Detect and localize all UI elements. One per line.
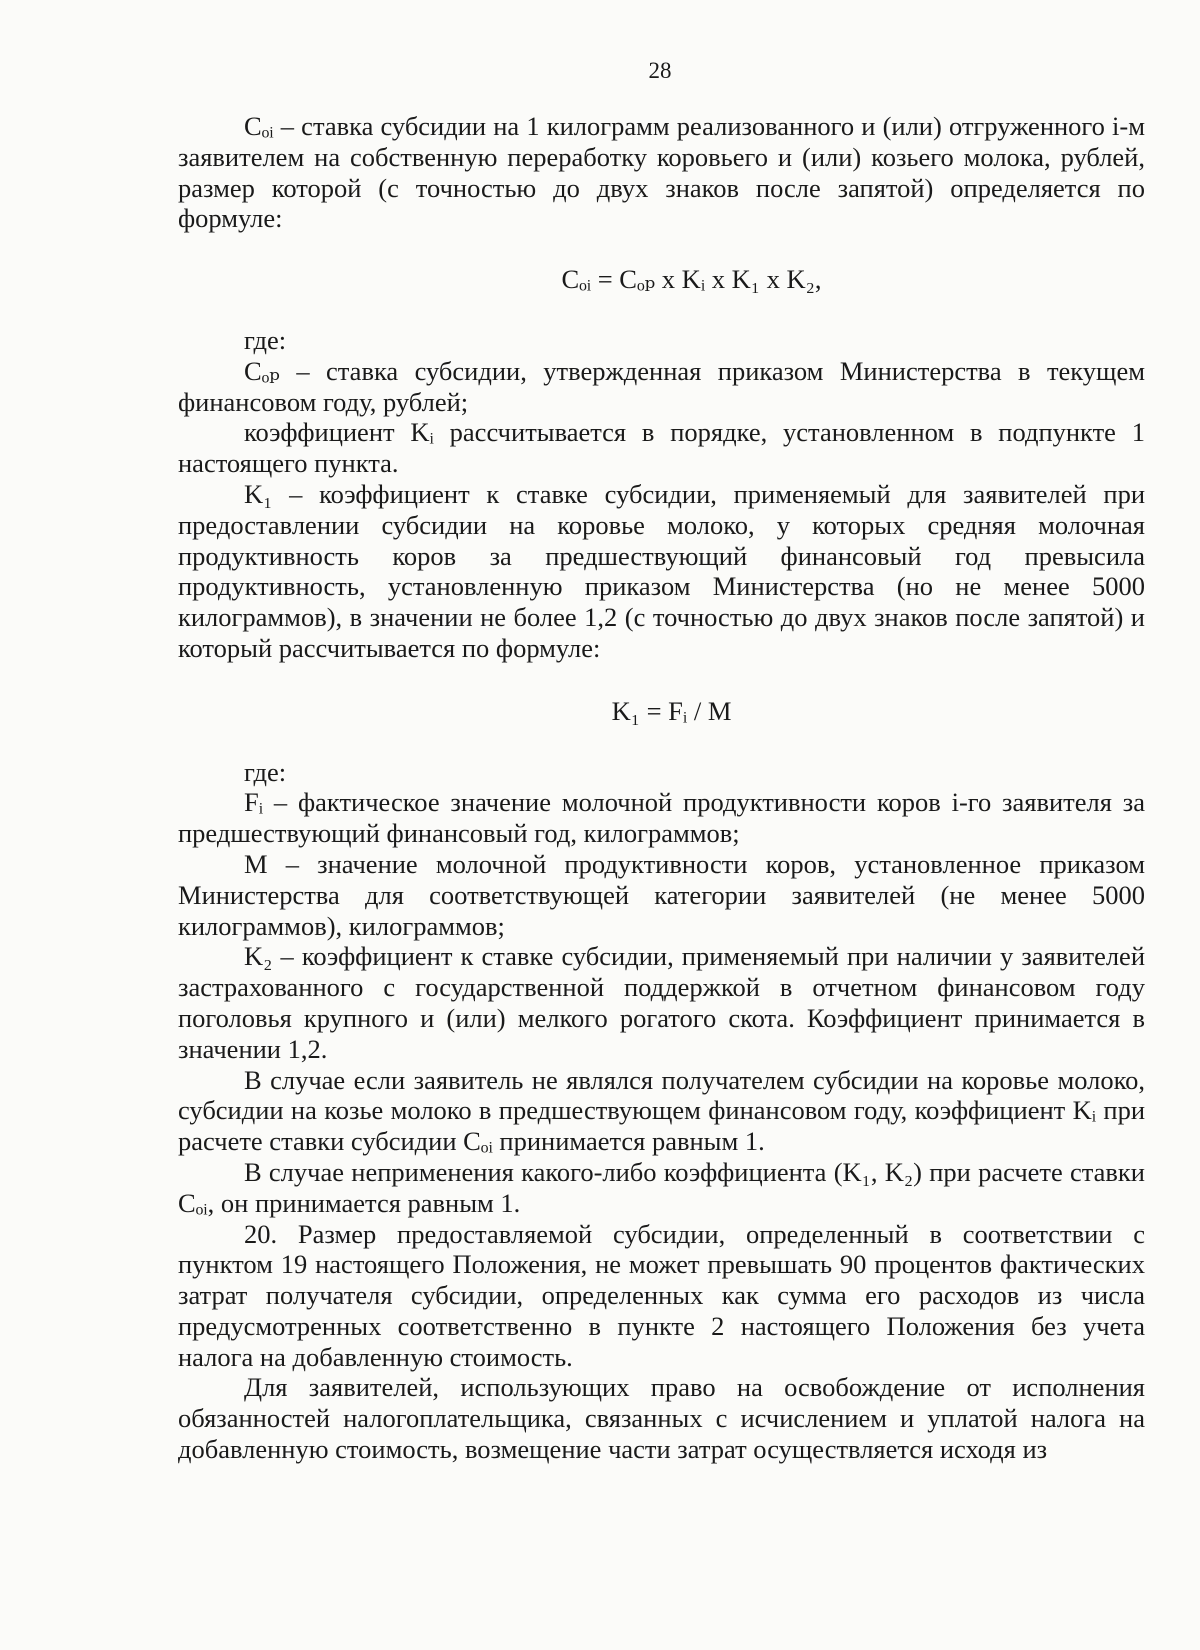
paragraph-cop-definition: Cₒₚ – ставка субсидии, утвержденная приказом Министерства в текущем финансовом году, рублей; xyxy=(178,355,1145,417)
document-body xyxy=(178,111,1145,1465)
paragraph-ki-definition: коэффициент Kᵢ рассчитывается в порядке, установленном в подпункте 1 настоящего пункта. xyxy=(178,417,1145,479)
paragraph-fi-definition: Fᵢ – фактическое значение молочной продуктивности коров i-го заявителя за предшествующий финансовый год, килограммов; xyxy=(178,787,1145,849)
paragraph-k2-definition: K₂ – коэффициент к ставке субсидии, применяемый при наличии у заявителей застрахованного с государственной поддержкой в отчетном финансовом году поголовья крупного и (или) мелкого рогатого скота. Коэффициент принимается в значении 1,2. xyxy=(178,941,1145,1064)
where-label: где: xyxy=(244,324,287,355)
paragraph-case-not-applied: В случае неприменения какого-либо коэффициента (K₁, K₂) при расчете ставки Cₒᵢ, он принимается равным 1. xyxy=(178,1156,1145,1218)
paragraph-m-definition: M – значение молочной продуктивности коров, установленное приказом Министерства для соответствующей категории заявителей (не менее 5000 килограммов), килограммов; xyxy=(178,848,1145,941)
where-label: где: xyxy=(244,756,287,787)
paragraph-item-20: 20. Размер предоставляемой субсидии, определенный в соответствии с пунктом 19 настоящего Положения, не может превышать 90 процентов фактических затрат получателя субсидии, определенных как сумма его расходов из числа предусмотренных соответственно в пункте 2 настоящего Положения без учета налога на добавленную стоимость. xyxy=(178,1218,1145,1372)
formula-coi: Cₒᵢ = Cₒₚ x Kᵢ x K₁ x K₂, xyxy=(561,264,822,295)
paragraph-vat-exempt: Для заявителей, использующих право на освобождение от исполнения обязанностей налогоплательщика, связанных с исчислением и уплатой налога на добавленную стоимость, возмещение части затрат осуществляется исходя из xyxy=(178,1372,1145,1465)
formula-k1: K₁ = Fᵢ / M xyxy=(611,695,732,726)
paragraph-case-not-recipient: В случае если заявитель не являлся получателем субсидии на коровье молоко, субсидии на козье молоко в предшествующем финансовом году, коэффициент Kᵢ при расчете ставки субсидии Cₒᵢ принимается равным 1. xyxy=(178,1064,1145,1157)
paragraph-coi-definition: Cₒᵢ – ставка субсидии на 1 килограмм реализованного и (или) отгруженного i-м заявителем на собственную переработку коровьего и (или) козьего молока, рублей, размер которой (с точностью до двух знаков после запятой) определяется по формуле: xyxy=(178,111,1145,234)
page-number: 28 xyxy=(648,58,672,83)
paragraph-k1-definition: K₁ – коэффициент к ставке субсидии, применяемый для заявителей при предоставлении субсидии на коровье молоко, у которых средняя молочная продуктивность коров за предшествующий финансовый год превысила продуктивность, установленную приказом Министерства (но не менее 5000 килограммов), в значении не более 1,2 (с точностью до двух знаков после запятой) и который рассчитывается по формуле: xyxy=(178,478,1145,663)
